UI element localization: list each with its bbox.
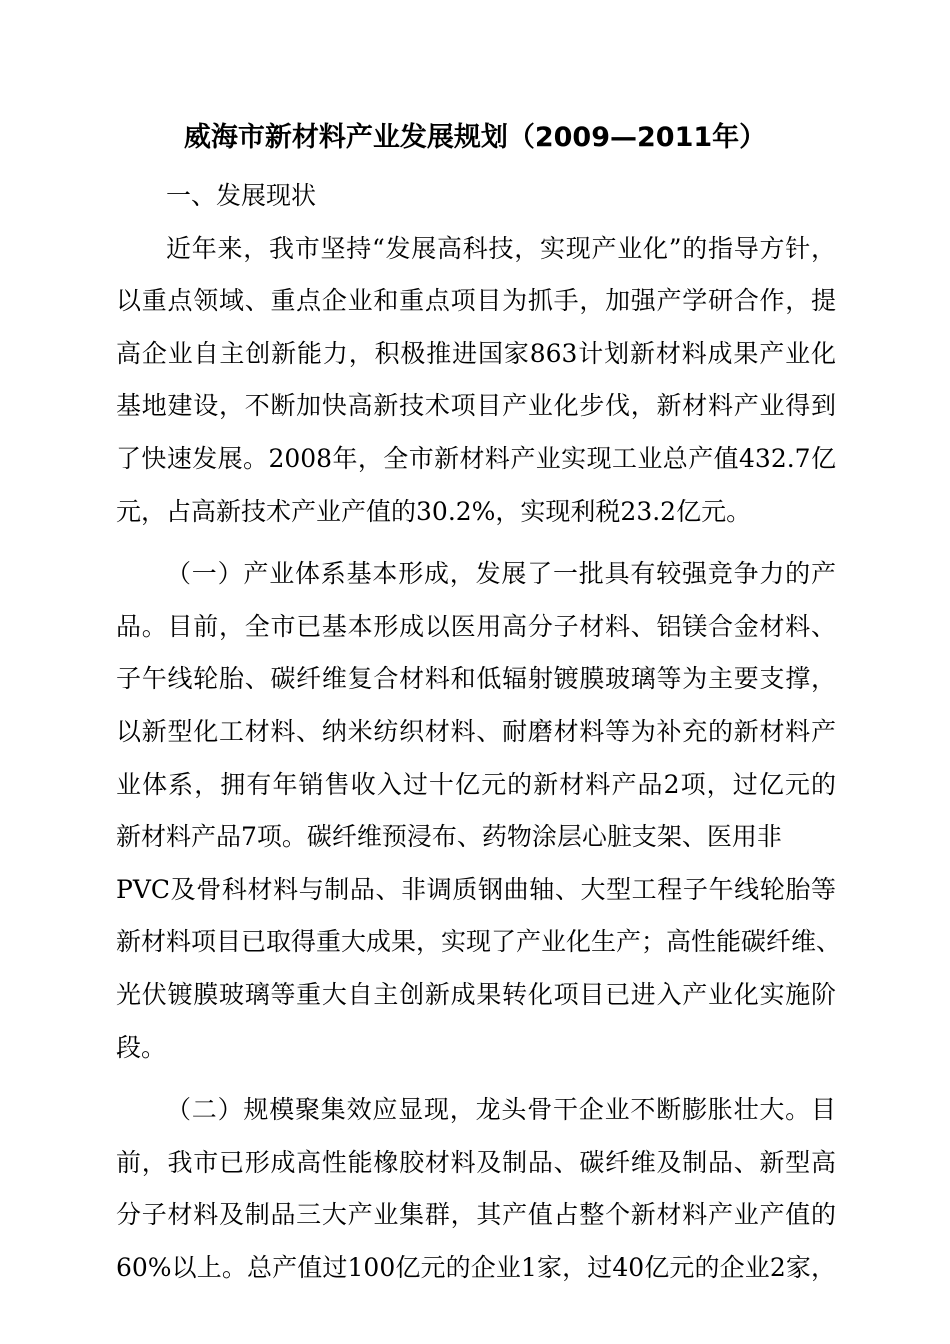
text-line: 元，占高新技术产业产值的30.2%，实现利税23.2亿元。 [116,497,752,526]
text-line: 近年来，我市坚持“发展高科技，实现产业化”的指导方针， [166,234,836,263]
text-line: 新材料项目已取得重大成果，实现了产业化生产；高性能碳纤维、 [116,927,842,956]
text-line: 光伏镀膜玻璃等重大自主创新成果转化项目已进入产业化实施阶 [116,980,836,1009]
text-line: 前，我市已形成高性能橡胶材料及制品、碳纤维及制品、新型高 [116,1148,836,1177]
text-line: 基地建设，不断加快高新技术项目产业化步伐，新材料产业得到 [116,391,836,420]
text-line: 段。 [116,1033,167,1062]
text-line: 60%以上。总产值过100亿元的企业1家，过40亿元的企业2家， [116,1253,836,1282]
document-title: 威海市新材料产业发展规划（2009—2011年） [183,122,767,153]
text-line: 一、发展现状 [166,181,317,210]
text-line: 品。目前，全市已基本形成以医用高分子材料、铝镁合金材料、 [116,612,836,641]
text-line: 高企业自主创新能力，积极推进国家863计划新材料成果产业化 [116,339,836,368]
text-line: 新材料产品7项。碳纤维预浸布、药物涂层心脏支架、医用非 [116,822,782,851]
text-line: 以新型化工材料、纳米纺织材料、耐磨材料等为补充的新材料产 [116,717,836,746]
text-line: （一）产业体系基本形成，发展了一批具有较强竞争力的产 [166,559,836,588]
text-line: PVC及骨科材料与制品、非调质钢曲轴、大型工程子午线轮胎等 [116,875,836,904]
text-line: 了快速发展。2008年，全市新材料产业实现工业总产值432.7亿 [116,444,836,473]
text-line: （二）规模聚集效应显现，龙头骨干企业不断膨胀壮大。目 [166,1095,836,1124]
text-line: 子午线轮胎、碳纤维复合材料和低辐射镀膜玻璃等为主要支撑， [116,664,836,693]
text-line: 以重点领域、重点企业和重点项目为抓手，加强产学研合作，提 [116,286,836,315]
text-line: 分子材料及制品三大产业集群，其产值占整个新材料产业产值的 [116,1200,836,1229]
text-line: 业体系，拥有年销售收入过十亿元的新材料产品2项，过亿元的 [116,770,836,799]
